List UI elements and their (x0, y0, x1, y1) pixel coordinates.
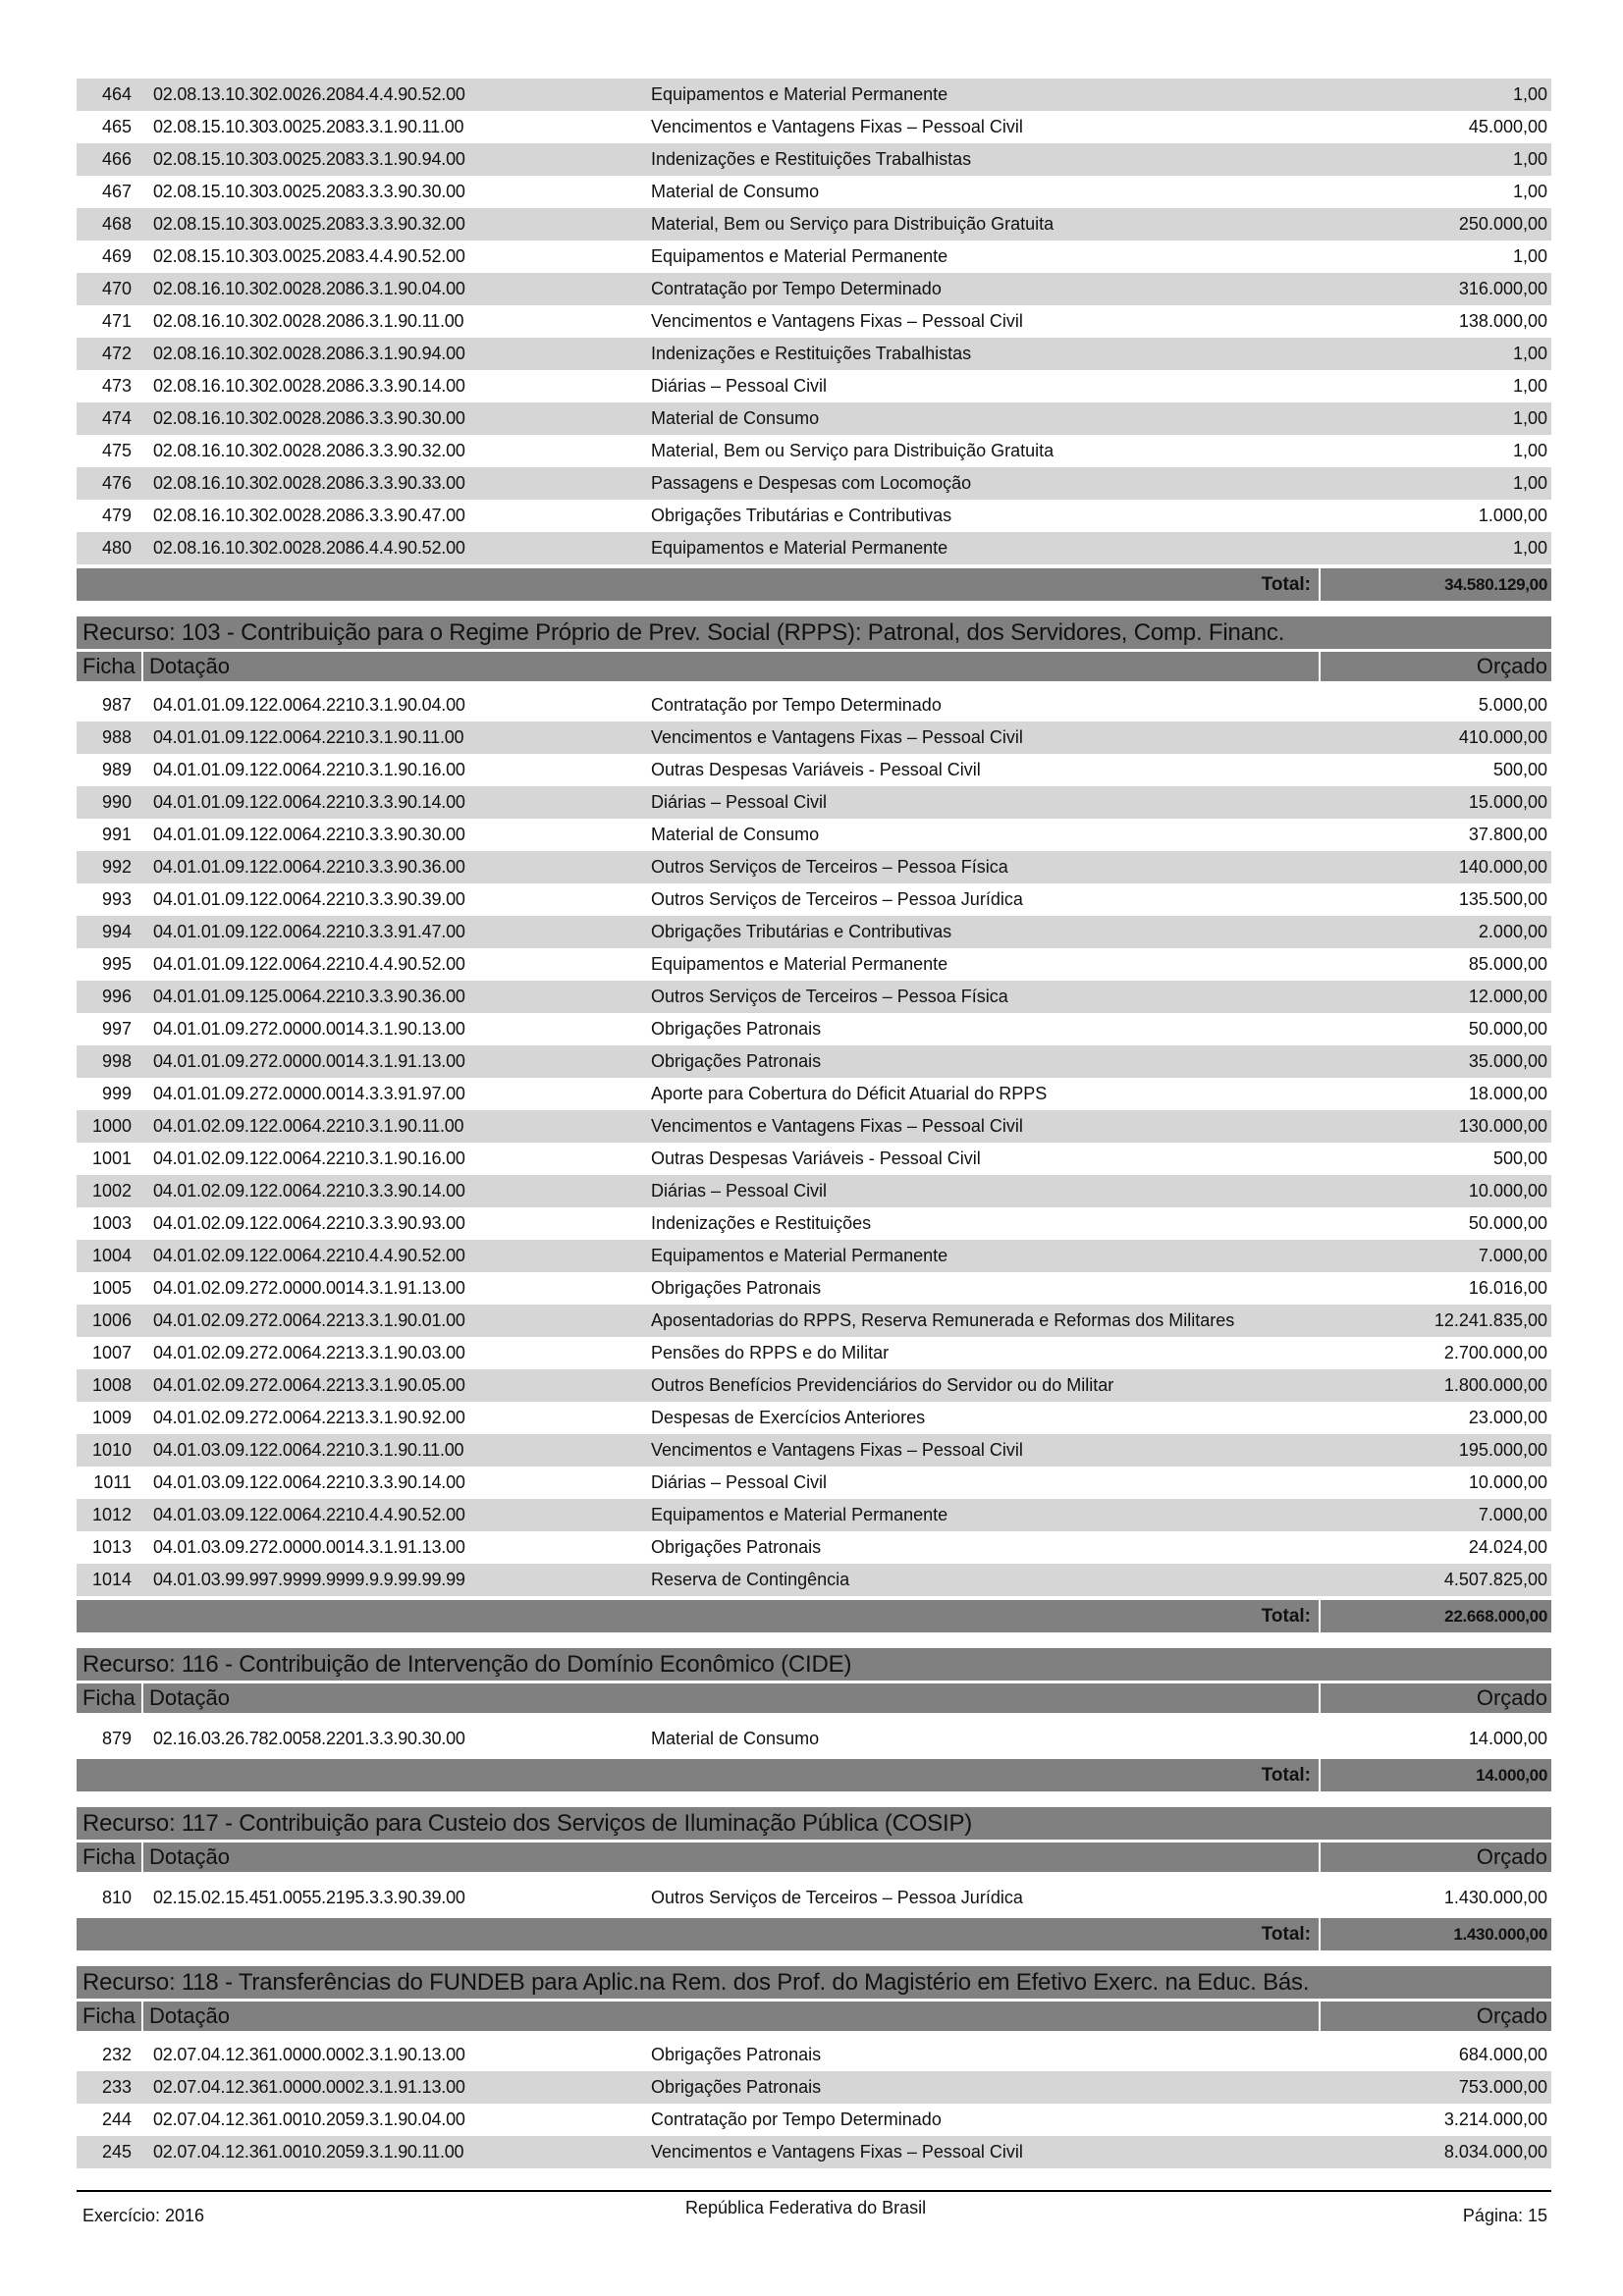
orcado-cell: 753.000,00 (1458, 2077, 1547, 2097)
ficha-cell: 1008 (91, 1375, 132, 1395)
dotacao-cell: 02.08.15.10.303.0025.2083.3.1.90.11.00 (153, 117, 464, 136)
orcado-cell: 684.000,00 (1458, 2045, 1547, 2064)
ficha-cell: 469 (101, 246, 132, 266)
orcado-cell: 15.000,00 (1468, 792, 1547, 812)
orcado-cell: 1,00 (1512, 408, 1547, 428)
table-row (77, 2136, 1551, 2168)
descricao-cell: Vencimentos e Vantagens Fixas – Pessoal Civil (651, 1116, 1023, 1136)
ficha-cell: 1007 (91, 1343, 132, 1362)
ficha-cell: 468 (101, 214, 132, 234)
orcado-cell: 2.700.000,00 (1443, 1343, 1547, 1362)
table-row (77, 370, 1551, 402)
descricao-cell: Equipamentos e Material Permanente (651, 84, 948, 104)
section-rows (77, 1723, 1551, 1755)
ficha-cell: 987 (101, 695, 132, 715)
orcado-cell: 195.000,00 (1458, 1440, 1547, 1460)
ficha-cell: 475 (101, 441, 132, 460)
table-row (77, 435, 1551, 467)
orcado-cell: 35.000,00 (1468, 1051, 1547, 1071)
descricao-cell: Obrigações Patronais (651, 2077, 822, 2097)
descricao-cell: Contratação por Tempo Determinado (651, 279, 942, 298)
descricao-cell: Obrigações Tributárias e Contributivas (651, 506, 952, 525)
table-row (77, 1337, 1551, 1369)
descricao-cell: Diárias – Pessoal Civil (651, 376, 828, 396)
ficha-cell: 991 (101, 825, 132, 844)
resource-section (77, 1966, 1551, 2168)
orcado-cell: 1,00 (1512, 538, 1547, 558)
orcado-cell: 16.016,00 (1468, 1278, 1547, 1298)
ficha-cell: 990 (101, 792, 132, 812)
orcado-cell: 14.000,00 (1468, 1729, 1547, 1748)
table-row (77, 402, 1551, 435)
total-label: Total: (1261, 1924, 1311, 1945)
descricao-cell: Outros Serviços de Terceiros – Pessoa Jurídica (651, 889, 1023, 909)
ficha-cell: 476 (101, 473, 132, 493)
section-rows (77, 2039, 1551, 2168)
dotacao-cell: 04.01.03.09.122.0064.2210.4.4.90.52.00 (153, 1505, 465, 1524)
descricao-cell: Indenizações e Restituições Trabalhistas (651, 344, 972, 363)
header-orcado: Orçado (1319, 2002, 1551, 2031)
dotacao-cell: 02.08.16.10.302.0028.2086.3.3.90.33.00 (153, 473, 465, 493)
column-header (77, 1683, 1551, 1713)
orcado-cell: 10.000,00 (1468, 1472, 1547, 1492)
table-row (77, 1882, 1551, 1914)
ficha-cell: 1004 (91, 1246, 132, 1265)
ficha-cell: 233 (101, 2077, 132, 2097)
descricao-cell: Indenizações e Restituições (651, 1213, 872, 1233)
resource-section (77, 616, 1551, 1632)
table-row (77, 1240, 1551, 1272)
table-row (77, 916, 1551, 948)
orcado-cell: 85.000,00 (1468, 954, 1547, 974)
total-row (77, 1600, 1551, 1632)
dotacao-cell: 02.08.15.10.303.0025.2083.4.4.90.52.00 (153, 246, 465, 266)
table-row (77, 1499, 1551, 1531)
orcado-cell: 1.430.000,00 (1443, 1888, 1547, 1907)
orcado-cell: 12.000,00 (1468, 987, 1547, 1006)
table-row (77, 532, 1551, 564)
descricao-cell: Obrigações Tributárias e Contributivas (651, 922, 952, 941)
descricao-cell: Contratação por Tempo Determinado (651, 695, 942, 715)
ficha-cell: 1014 (91, 1570, 132, 1589)
dotacao-cell: 04.01.02.09.122.0064.2210.3.3.90.14.00 (153, 1181, 465, 1201)
ficha-cell: 998 (101, 1051, 132, 1071)
ficha-cell: 1013 (91, 1537, 132, 1557)
table-row (77, 240, 1551, 273)
ficha-cell: 1003 (91, 1213, 132, 1233)
dotacao-cell: 02.15.02.15.451.0055.2195.3.3.90.39.00 (153, 1888, 465, 1907)
descricao-cell: Vencimentos e Vantagens Fixas – Pessoal Civil (651, 117, 1023, 136)
ficha-cell: 1009 (91, 1408, 132, 1427)
descricao-cell: Contratação por Tempo Determinado (651, 2109, 942, 2129)
ficha-cell: 244 (101, 2109, 132, 2129)
orcado-cell: 1,00 (1512, 149, 1547, 169)
header-ficha: Ficha (77, 2002, 143, 2031)
footer-exercicio: Exercício: 2016 (82, 2206, 205, 2225)
orcado-cell: 4.507.825,00 (1443, 1570, 1547, 1589)
ficha-cell: 472 (101, 344, 132, 363)
section-rows (77, 689, 1551, 1596)
total-value: 14.000,00 (1319, 1759, 1551, 1791)
descricao-cell: Equipamentos e Material Permanente (651, 1505, 948, 1524)
table-row (77, 143, 1551, 176)
dotacao-cell: 04.01.03.99.997.9999.9999.9.9.99.99.99 (153, 1570, 465, 1589)
table-row (77, 1402, 1551, 1434)
descricao-cell: Indenizações e Restituições Trabalhistas (651, 149, 972, 169)
header-orcado: Orçado (1319, 1683, 1551, 1713)
orcado-cell: 10.000,00 (1468, 1181, 1547, 1201)
dotacao-cell: 02.08.16.10.302.0028.2086.3.1.90.94.00 (153, 344, 465, 363)
footer-title: República Federativa do Brasil (685, 2198, 927, 2217)
descricao-cell: Obrigações Patronais (651, 1019, 822, 1039)
ficha-cell: 994 (101, 922, 132, 941)
table-row (77, 208, 1551, 240)
orcado-cell: 1,00 (1512, 376, 1547, 396)
ficha-cell: 993 (101, 889, 132, 909)
table-row (77, 273, 1551, 305)
table-row (77, 1045, 1551, 1078)
dotacao-cell: 04.01.02.09.272.0064.2213.3.1.90.01.00 (153, 1310, 465, 1330)
ficha-cell: 810 (101, 1888, 132, 1907)
dotacao-cell: 04.01.02.09.272.0000.0014.3.1.91.13.00 (153, 1278, 465, 1298)
table-row (77, 2104, 1551, 2136)
table-row (77, 2039, 1551, 2071)
orcado-cell: 18.000,00 (1468, 1084, 1547, 1103)
dotacao-cell: 04.01.03.09.272.0000.0014.3.1.91.13.00 (153, 1537, 465, 1557)
descricao-cell: Vencimentos e Vantagens Fixas – Pessoal Civil (651, 727, 1023, 747)
dotacao-cell: 02.07.04.12.361.0010.2059.3.1.90.11.00 (153, 2142, 464, 2162)
table-row (77, 79, 1551, 111)
dotacao-cell: 04.01.01.09.122.0064.2210.4.4.90.52.00 (153, 954, 465, 974)
dotacao-cell: 02.07.04.12.361.0000.0002.3.1.91.13.00 (153, 2077, 465, 2097)
descricao-cell: Passagens e Despesas com Locomoção (651, 473, 972, 493)
table-row (77, 819, 1551, 851)
ficha-cell: 1001 (91, 1148, 132, 1168)
orcado-cell: 140.000,00 (1458, 857, 1547, 877)
table-row (77, 981, 1551, 1013)
header-ficha: Ficha (77, 1683, 143, 1713)
dotacao-cell: 04.01.03.09.122.0064.2210.3.3.90.14.00 (153, 1472, 465, 1492)
dotacao-cell: 04.01.02.09.272.0064.2213.3.1.90.03.00 (153, 1343, 465, 1362)
dotacao-cell: 02.08.16.10.302.0028.2086.3.1.90.04.00 (153, 279, 465, 298)
dotacao-cell: 02.08.16.10.302.0028.2086.4.4.90.52.00 (153, 538, 465, 558)
descricao-cell: Material de Consumo (651, 825, 820, 844)
descricao-cell: Equipamentos e Material Permanente (651, 954, 948, 974)
ficha-cell: 1002 (91, 1181, 132, 1201)
total-value: 22.668.000,00 (1319, 1600, 1551, 1632)
table-row (77, 176, 1551, 208)
ficha-cell: 232 (101, 2045, 132, 2064)
dotacao-cell: 04.01.01.09.122.0064.2210.3.3.90.14.00 (153, 792, 465, 812)
dotacao-cell: 04.01.02.09.272.0064.2213.3.1.90.05.00 (153, 1375, 465, 1395)
descricao-cell: Obrigações Patronais (651, 1278, 822, 1298)
page-footer (77, 2190, 1551, 2225)
descricao-cell: Outros Serviços de Terceiros – Pessoa Física (651, 857, 1008, 877)
section-title: Recurso: 117 - Contribuição para Custeio dos Serviços de Iluminação Pública (COSIP) (77, 1807, 1551, 1840)
table-row (77, 786, 1551, 819)
orcado-cell: 500,00 (1492, 760, 1547, 779)
dotacao-cell: 04.01.01.09.272.0000.0014.3.1.91.13.00 (153, 1051, 465, 1071)
header-dotacao: Dotação (149, 1685, 230, 1710)
orcado-cell: 2.000,00 (1478, 922, 1547, 941)
table-row (77, 1175, 1551, 1207)
descricao-cell: Outras Despesas Variáveis - Pessoal Civil (651, 1148, 981, 1168)
dotacao-cell: 02.07.04.12.361.0000.0002.3.1.90.13.00 (153, 2045, 465, 2064)
orcado-cell: 8.034.000,00 (1443, 2142, 1547, 2162)
ficha-cell: 989 (101, 760, 132, 779)
orcado-cell: 138.000,00 (1458, 311, 1547, 331)
dotacao-cell: 02.08.13.10.302.0026.2084.4.4.90.52.00 (153, 84, 465, 104)
header-ficha: Ficha (77, 1842, 143, 1872)
orcado-cell: 45.000,00 (1468, 117, 1547, 136)
orcado-cell: 1,00 (1512, 182, 1547, 201)
orcado-cell: 7.000,00 (1478, 1246, 1547, 1265)
table-row (77, 754, 1551, 786)
dotacao-cell: 04.01.01.09.122.0064.2210.3.1.90.11.00 (153, 727, 464, 747)
table-row (77, 1305, 1551, 1337)
table-row (77, 883, 1551, 916)
total-row (77, 568, 1551, 601)
descricao-cell: Despesas de Exercícios Anteriores (651, 1408, 926, 1427)
descricao-cell: Outros Serviços de Terceiros – Pessoa Jurídica (651, 1888, 1023, 1907)
descricao-cell: Aposentadorias do RPPS, Reserva Remunerada e Reformas dos Militares (651, 1310, 1235, 1330)
descricao-cell: Obrigações Patronais (651, 2045, 822, 2064)
table-row (77, 1207, 1551, 1240)
dotacao-cell: 02.08.16.10.302.0028.2086.3.3.90.32.00 (153, 441, 465, 460)
orcado-cell: 5.000,00 (1478, 695, 1547, 715)
column-header (77, 1842, 1551, 1872)
descricao-cell: Material, Bem ou Serviço para Distribuição Gratuita (651, 441, 1055, 460)
orcado-cell: 1.000,00 (1478, 506, 1547, 525)
ficha-cell: 995 (101, 954, 132, 974)
orcado-cell: 12.241.835,00 (1434, 1310, 1547, 1330)
descricao-cell: Material, Bem ou Serviço para Distribuição Gratuita (651, 214, 1055, 234)
dotacao-cell: 04.01.01.09.125.0064.2210.3.3.90.36.00 (153, 987, 465, 1006)
dotacao-cell: 04.01.01.09.122.0064.2210.3.3.90.30.00 (153, 825, 465, 844)
ficha-cell: 996 (101, 987, 132, 1006)
table-row (77, 1434, 1551, 1467)
orcado-cell: 1,00 (1512, 246, 1547, 266)
dotacao-cell: 04.01.01.09.122.0064.2210.3.3.90.39.00 (153, 889, 465, 909)
orcado-cell: 130.000,00 (1458, 1116, 1547, 1136)
descricao-cell: Pensões do RPPS e do Militar (651, 1343, 890, 1362)
orcado-cell: 316.000,00 (1458, 279, 1547, 298)
table-row (77, 305, 1551, 338)
ficha-cell: 479 (101, 506, 132, 525)
ficha-cell: 997 (101, 1019, 132, 1039)
orcado-cell: 135.500,00 (1458, 889, 1547, 909)
table-row (77, 721, 1551, 754)
ficha-cell: 988 (101, 727, 132, 747)
orcado-cell: 1,00 (1512, 473, 1547, 493)
orcado-cell: 1,00 (1512, 441, 1547, 460)
descricao-cell: Material de Consumo (651, 182, 820, 201)
table-row (77, 1078, 1551, 1110)
table-row (77, 1723, 1551, 1755)
descricao-cell: Vencimentos e Vantagens Fixas – Pessoal Civil (651, 2142, 1023, 2162)
descricao-cell: Reserva de Contingência (651, 1570, 850, 1589)
header-dotacao: Dotação (149, 654, 230, 678)
table-row (77, 1467, 1551, 1499)
dotacao-cell: 04.01.02.09.122.0064.2210.4.4.90.52.00 (153, 1246, 465, 1265)
ficha-cell: 1012 (91, 1505, 132, 1524)
header-orcado: Orçado (1319, 1842, 1551, 1872)
ficha-cell: 464 (101, 84, 132, 104)
orcado-cell: 250.000,00 (1458, 214, 1547, 234)
ficha-cell: 466 (101, 149, 132, 169)
orcado-cell: 50.000,00 (1468, 1213, 1547, 1233)
dotacao-cell: 04.01.01.09.122.0064.2210.3.1.90.16.00 (153, 760, 465, 779)
dotacao-cell: 02.08.16.10.302.0028.2086.3.3.90.14.00 (153, 376, 465, 396)
total-label: Total: (1261, 1765, 1311, 1786)
ficha-cell: 473 (101, 376, 132, 396)
header-dotacao: Dotação (149, 1844, 230, 1869)
table-row (77, 948, 1551, 981)
total-row (77, 1918, 1551, 1950)
orcado-cell: 50.000,00 (1468, 1019, 1547, 1039)
ficha-cell: 1006 (91, 1310, 132, 1330)
table-row (77, 689, 1551, 721)
descricao-cell: Obrigações Patronais (651, 1051, 822, 1071)
section-title: Recurso: 116 - Contribuição de Intervenção do Domínio Econômico (CIDE) (77, 1648, 1551, 1681)
orcado-cell: 23.000,00 (1468, 1408, 1547, 1427)
total-value: 1.430.000,00 (1319, 1918, 1551, 1950)
dotacao-cell: 02.07.04.12.361.0010.2059.3.1.90.04.00 (153, 2109, 465, 2129)
ficha-cell: 999 (101, 1084, 132, 1103)
resource-section (77, 1807, 1551, 1950)
orcado-cell: 1.800.000,00 (1443, 1375, 1547, 1395)
dotacao-cell: 04.01.01.09.122.0064.2210.3.3.91.47.00 (153, 922, 465, 941)
descricao-cell: Diárias – Pessoal Civil (651, 1472, 828, 1492)
dotacao-cell: 04.01.01.09.272.0000.0014.3.1.90.13.00 (153, 1019, 465, 1039)
orcado-cell: 37.800,00 (1468, 825, 1547, 844)
dotacao-cell: 04.01.01.09.272.0000.0014.3.3.91.97.00 (153, 1084, 465, 1103)
dotacao-cell: 02.08.16.10.302.0028.2086.3.3.90.30.00 (153, 408, 465, 428)
table-row (77, 1564, 1551, 1596)
ficha-cell: 471 (101, 311, 132, 331)
ficha-cell: 465 (101, 117, 132, 136)
footer-page-number: Página: 15 (1462, 2206, 1547, 2225)
orcado-cell: 1,00 (1512, 84, 1547, 104)
descricao-cell: Obrigações Patronais (651, 1537, 822, 1557)
orcado-cell: 7.000,00 (1478, 1505, 1547, 1524)
dotacao-cell: 04.01.02.09.272.0064.2213.3.1.90.92.00 (153, 1408, 465, 1427)
dotacao-cell: 02.08.15.10.303.0025.2083.3.3.90.32.00 (153, 214, 465, 234)
table-row (77, 500, 1551, 532)
header-ficha: Ficha (77, 652, 143, 681)
dotacao-cell: 04.01.03.09.122.0064.2210.3.1.90.11.00 (153, 1440, 464, 1460)
ficha-cell: 1000 (91, 1116, 132, 1136)
total-value: 34.580.129,00 (1319, 568, 1551, 601)
column-header (77, 2002, 1551, 2031)
header-dotacao: Dotação (149, 2003, 230, 2028)
descricao-cell: Outros Benefícios Previdenciários do Servidor ou do Militar (651, 1375, 1114, 1395)
dotacao-cell: 02.16.03.26.782.0058.2201.3.3.90.30.00 (153, 1729, 465, 1748)
dotacao-cell: 04.01.01.09.122.0064.2210.3.1.90.04.00 (153, 695, 465, 715)
table-row (77, 1110, 1551, 1143)
descricao-cell: Material de Consumo (651, 1729, 820, 1748)
ficha-cell: 474 (101, 408, 132, 428)
ficha-cell: 480 (101, 538, 132, 558)
table-row (77, 467, 1551, 500)
column-header (77, 652, 1551, 681)
descricao-cell: Equipamentos e Material Permanente (651, 246, 948, 266)
section-rows (77, 1882, 1551, 1914)
descricao-cell: Equipamentos e Material Permanente (651, 1246, 948, 1265)
total-label: Total: (1261, 1606, 1311, 1627)
table-row (77, 338, 1551, 370)
descricao-cell: Outras Despesas Variáveis - Pessoal Civil (651, 760, 981, 779)
dotacao-cell: 02.08.15.10.303.0025.2083.3.3.90.30.00 (153, 182, 465, 201)
orcado-cell: 410.000,00 (1458, 727, 1547, 747)
descricao-cell: Aporte para Cobertura do Déficit Atuarial do RPPS (651, 1084, 1048, 1103)
orcado-cell: 500,00 (1492, 1148, 1547, 1168)
orcado-cell: 3.214.000,00 (1443, 2109, 1547, 2129)
orcado-cell: 24.024,00 (1468, 1537, 1547, 1557)
descricao-cell: Outros Serviços de Terceiros – Pessoa Física (651, 987, 1008, 1006)
table-row (77, 2071, 1551, 2104)
ficha-cell: 245 (101, 2142, 132, 2162)
total-label: Total: (1261, 574, 1311, 595)
descricao-cell: Vencimentos e Vantagens Fixas – Pessoal Civil (651, 1440, 1023, 1460)
top-section-rows (77, 79, 1551, 564)
ficha-cell: 879 (101, 1729, 132, 1748)
table-row (77, 1369, 1551, 1402)
header-orcado: Orçado (1319, 652, 1551, 681)
section-title: Recurso: 118 - Transferências do FUNDEB para Aplic.na Rem. dos Prof. do Magistério em Efetivo Exerc. na Educ. Bás. (77, 1966, 1551, 1999)
ficha-cell: 992 (101, 857, 132, 877)
ficha-cell: 470 (101, 279, 132, 298)
table-row (77, 1143, 1551, 1175)
resource-sections (77, 616, 1551, 2168)
report-page (77, 79, 1551, 2168)
descricao-cell: Vencimentos e Vantagens Fixas – Pessoal Civil (651, 311, 1023, 331)
descricao-cell: Equipamentos e Material Permanente (651, 538, 948, 558)
orcado-cell: 1,00 (1512, 344, 1547, 363)
total-row (77, 1759, 1551, 1791)
table-row (77, 111, 1551, 143)
dotacao-cell: 04.01.02.09.122.0064.2210.3.1.90.16.00 (153, 1148, 465, 1168)
table-row (77, 1013, 1551, 1045)
dotacao-cell: 04.01.02.09.122.0064.2210.3.1.90.11.00 (153, 1116, 464, 1136)
dotacao-cell: 04.01.02.09.122.0064.2210.3.3.90.93.00 (153, 1213, 465, 1233)
descricao-cell: Diárias – Pessoal Civil (651, 792, 828, 812)
section-title: Recurso: 103 - Contribuição para o Regime Próprio de Prev. Social (RPPS): Patronal, dos Servidores, Comp. Financ. (77, 616, 1551, 649)
table-row (77, 1531, 1551, 1564)
ficha-cell: 1011 (93, 1472, 132, 1492)
resource-section (77, 1648, 1551, 1791)
dotacao-cell: 02.08.16.10.302.0028.2086.3.1.90.11.00 (153, 311, 464, 331)
table-row (77, 851, 1551, 883)
dotacao-cell: 02.08.16.10.302.0028.2086.3.3.90.47.00 (153, 506, 465, 525)
table-row (77, 1272, 1551, 1305)
ficha-cell: 1010 (91, 1440, 132, 1460)
ficha-cell: 1005 (91, 1278, 132, 1298)
descricao-cell: Diárias – Pessoal Civil (651, 1181, 828, 1201)
dotacao-cell: 04.01.01.09.122.0064.2210.3.3.90.36.00 (153, 857, 465, 877)
dotacao-cell: 02.08.15.10.303.0025.2083.3.1.90.94.00 (153, 149, 465, 169)
descricao-cell: Material de Consumo (651, 408, 820, 428)
ficha-cell: 467 (101, 182, 132, 201)
